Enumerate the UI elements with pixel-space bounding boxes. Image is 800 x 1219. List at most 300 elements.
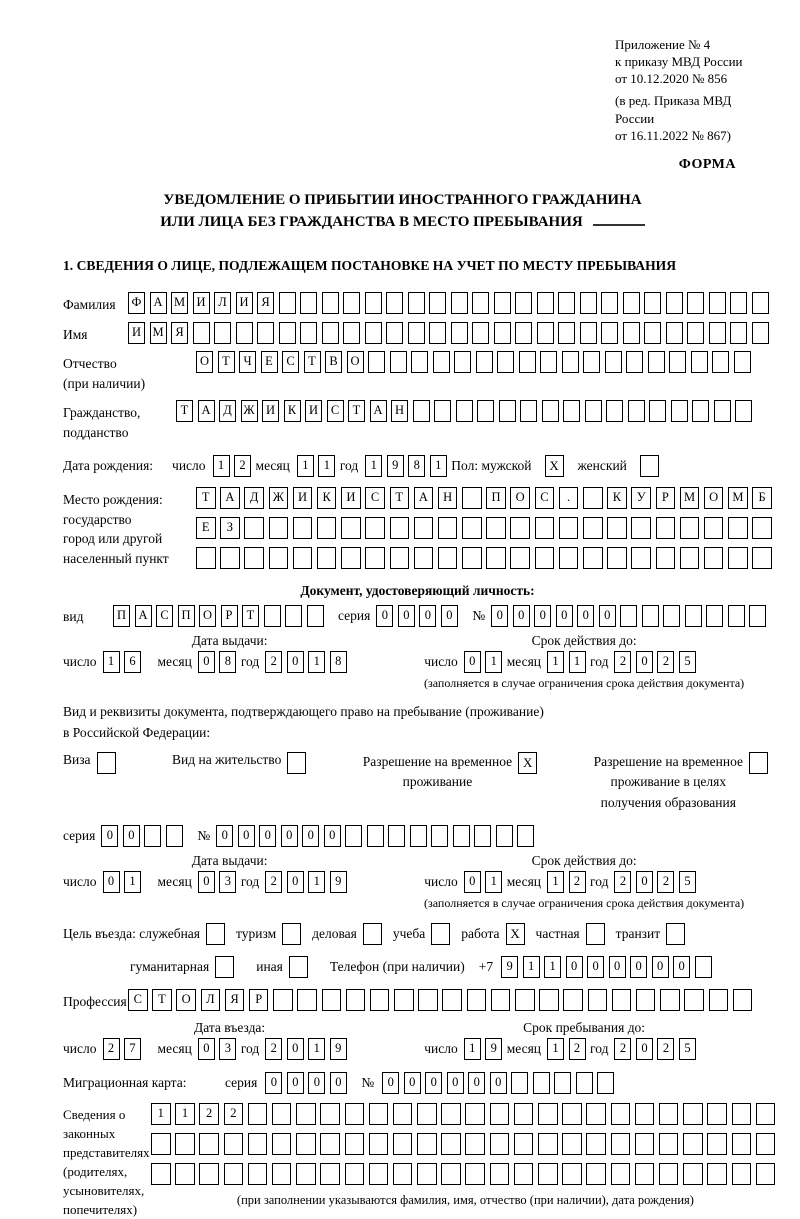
char-cell[interactable] <box>510 517 530 539</box>
char-cell[interactable]: 0 <box>404 1072 421 1094</box>
char-cell[interactable]: Т <box>390 487 410 509</box>
char-cell[interactable]: М <box>680 487 700 509</box>
char-cell[interactable]: Ч <box>239 351 256 373</box>
char-cell[interactable]: 0 <box>198 1038 215 1060</box>
char-cell[interactable] <box>537 292 554 314</box>
char-cell[interactable]: 2 <box>234 455 251 477</box>
char-cell[interactable]: О <box>510 487 530 509</box>
char-cell[interactable] <box>648 351 665 373</box>
char-cell[interactable]: 1 <box>213 455 230 477</box>
char-cell[interactable] <box>538 1103 558 1125</box>
char-cell[interactable] <box>533 1072 550 1094</box>
char-cell[interactable] <box>393 1133 413 1155</box>
char-cell[interactable] <box>515 322 532 344</box>
id-doc-kind-cells[interactable] <box>113 605 328 627</box>
char-cell[interactable]: 9 <box>485 1038 502 1060</box>
permit-number-cells[interactable] <box>216 825 539 847</box>
char-cell[interactable] <box>369 1103 389 1125</box>
char-cell[interactable]: Т <box>152 989 172 1011</box>
char-cell[interactable]: Р <box>221 605 238 627</box>
char-cell[interactable] <box>388 825 405 847</box>
char-cell[interactable] <box>607 517 627 539</box>
char-cell[interactable] <box>519 351 536 373</box>
char-cell[interactable] <box>296 1133 316 1155</box>
char-cell[interactable] <box>300 322 317 344</box>
char-cell[interactable] <box>576 1072 593 1094</box>
char-cell[interactable] <box>611 1163 631 1185</box>
char-cell[interactable] <box>756 1163 776 1185</box>
char-cell[interactable]: И <box>262 400 279 422</box>
patronymic-cells[interactable] <box>196 351 755 373</box>
char-cell[interactable]: Р <box>249 989 269 1011</box>
char-cell[interactable] <box>297 989 317 1011</box>
char-cell[interactable] <box>394 989 414 1011</box>
char-cell[interactable]: 0 <box>198 651 215 673</box>
char-cell[interactable] <box>490 1103 510 1125</box>
char-cell[interactable] <box>494 292 511 314</box>
char-cell[interactable] <box>417 1133 437 1155</box>
char-cell[interactable]: 1 <box>318 455 335 477</box>
char-cell[interactable]: 2 <box>657 651 674 673</box>
char-cell[interactable] <box>369 1163 389 1185</box>
char-cell[interactable] <box>756 1103 776 1125</box>
id-valid-month-cells[interactable] <box>547 651 590 673</box>
char-cell[interactable] <box>442 989 462 1011</box>
char-cell[interactable]: 5 <box>679 651 696 673</box>
char-cell[interactable] <box>462 487 482 509</box>
char-cell[interactable]: Д <box>219 400 236 422</box>
char-cell[interactable] <box>367 825 384 847</box>
char-cell[interactable] <box>451 322 468 344</box>
char-cell[interactable]: 0 <box>382 1072 399 1094</box>
permit-valid-year-cells[interactable] <box>614 871 700 893</box>
char-cell[interactable]: 0 <box>447 1072 464 1094</box>
char-cell[interactable]: 0 <box>376 605 393 627</box>
char-cell[interactable] <box>515 292 532 314</box>
permit-issue-year-cells[interactable] <box>265 871 351 893</box>
citizenship-cells[interactable] <box>176 400 757 422</box>
char-cell[interactable] <box>413 400 430 422</box>
char-cell[interactable]: 0 <box>419 605 436 627</box>
char-cell[interactable] <box>390 547 410 569</box>
char-cell[interactable]: 1 <box>430 455 447 477</box>
char-cell[interactable] <box>244 547 264 569</box>
char-cell[interactable] <box>486 517 506 539</box>
char-cell[interactable]: И <box>293 487 313 509</box>
char-cell[interactable] <box>474 825 491 847</box>
char-cell[interactable] <box>586 1103 606 1125</box>
permit-issue-month-cells[interactable] <box>198 871 241 893</box>
char-cell[interactable]: 0 <box>330 1072 347 1094</box>
char-cell[interactable] <box>583 351 600 373</box>
char-cell[interactable] <box>343 322 360 344</box>
char-cell[interactable]: 9 <box>330 1038 347 1060</box>
char-cell[interactable] <box>269 547 289 569</box>
char-cell[interactable]: 2 <box>657 871 674 893</box>
char-cell[interactable] <box>656 517 676 539</box>
char-cell[interactable] <box>346 989 366 1011</box>
char-cell[interactable] <box>687 292 704 314</box>
char-cell[interactable] <box>199 1133 219 1155</box>
char-cell[interactable] <box>709 989 729 1011</box>
char-cell[interactable] <box>704 517 724 539</box>
id-issue-month-cells[interactable] <box>198 651 241 673</box>
char-cell[interactable]: М <box>171 292 188 314</box>
char-cell[interactable] <box>343 292 360 314</box>
char-cell[interactable]: 0 <box>587 956 604 978</box>
char-cell[interactable]: 1 <box>547 1038 564 1060</box>
char-cell[interactable] <box>612 989 632 1011</box>
char-cell[interactable]: 1 <box>547 871 564 893</box>
id-doc-series-cells[interactable] <box>376 605 462 627</box>
char-cell[interactable] <box>224 1133 244 1155</box>
char-cell[interactable] <box>642 605 659 627</box>
char-cell[interactable] <box>175 1163 195 1185</box>
char-cell[interactable] <box>586 1133 606 1155</box>
char-cell[interactable]: 0 <box>324 825 341 847</box>
purpose-business-checkbox[interactable] <box>363 923 382 945</box>
permit-issue-day-cells[interactable] <box>103 871 146 893</box>
char-cell[interactable]: 1 <box>297 455 314 477</box>
char-cell[interactable]: 0 <box>673 956 690 978</box>
representatives-row1-cells[interactable] <box>151 1103 780 1125</box>
char-cell[interactable] <box>365 547 385 569</box>
char-cell[interactable] <box>418 989 438 1011</box>
char-cell[interactable]: 0 <box>287 1072 304 1094</box>
char-cell[interactable] <box>687 322 704 344</box>
char-cell[interactable]: 2 <box>657 1038 674 1060</box>
char-cell[interactable]: 0 <box>101 825 118 847</box>
char-cell[interactable] <box>196 547 216 569</box>
char-cell[interactable] <box>704 547 724 569</box>
char-cell[interactable] <box>709 292 726 314</box>
char-cell[interactable] <box>659 1133 679 1155</box>
sex-female-checkbox[interactable] <box>640 455 659 477</box>
char-cell[interactable] <box>441 1133 461 1155</box>
birth-place-row1-cells[interactable] <box>196 487 777 509</box>
permit-valid-month-cells[interactable] <box>547 871 590 893</box>
char-cell[interactable]: 0 <box>103 871 120 893</box>
char-cell[interactable]: 0 <box>398 605 415 627</box>
char-cell[interactable] <box>644 322 661 344</box>
char-cell[interactable] <box>559 517 579 539</box>
char-cell[interactable]: 0 <box>491 605 508 627</box>
sex-male-checkbox[interactable]: X <box>545 455 564 477</box>
char-cell[interactable]: С <box>128 989 148 1011</box>
char-cell[interactable]: С <box>365 487 385 509</box>
char-cell[interactable]: 1 <box>464 1038 481 1060</box>
char-cell[interactable]: Т <box>196 487 216 509</box>
char-cell[interactable] <box>244 517 264 539</box>
char-cell[interactable]: Д <box>244 487 264 509</box>
char-cell[interactable]: Ж <box>269 487 289 509</box>
char-cell[interactable]: П <box>113 605 130 627</box>
char-cell[interactable] <box>273 989 293 1011</box>
char-cell[interactable] <box>671 400 688 422</box>
char-cell[interactable] <box>656 547 676 569</box>
char-cell[interactable] <box>317 547 337 569</box>
char-cell[interactable] <box>220 547 240 569</box>
char-cell[interactable]: 0 <box>534 605 551 627</box>
char-cell[interactable] <box>345 825 362 847</box>
char-cell[interactable]: С <box>156 605 173 627</box>
char-cell[interactable] <box>386 322 403 344</box>
char-cell[interactable] <box>732 1163 752 1185</box>
char-cell[interactable]: Л <box>201 989 221 1011</box>
char-cell[interactable]: 0 <box>566 956 583 978</box>
char-cell[interactable] <box>563 989 583 1011</box>
char-cell[interactable] <box>434 400 451 422</box>
char-cell[interactable] <box>476 351 493 373</box>
char-cell[interactable]: 2 <box>199 1103 219 1125</box>
char-cell[interactable] <box>636 989 656 1011</box>
char-cell[interactable] <box>563 400 580 422</box>
char-cell[interactable]: 0 <box>636 1038 653 1060</box>
representatives-row2-cells[interactable] <box>151 1133 780 1155</box>
char-cell[interactable]: И <box>305 400 322 422</box>
char-cell[interactable] <box>562 1103 582 1125</box>
char-cell[interactable]: 1 <box>151 1103 171 1125</box>
char-cell[interactable]: О <box>176 989 196 1011</box>
entry-month-cells[interactable] <box>198 1038 241 1060</box>
char-cell[interactable] <box>585 400 602 422</box>
char-cell[interactable] <box>248 1163 268 1185</box>
char-cell[interactable] <box>438 517 458 539</box>
char-cell[interactable] <box>369 1133 389 1155</box>
purpose-humanitarian-checkbox[interactable] <box>215 956 234 978</box>
char-cell[interactable]: Т <box>348 400 365 422</box>
char-cell[interactable] <box>451 292 468 314</box>
phone-cells[interactable] <box>501 956 716 978</box>
char-cell[interactable]: 8 <box>408 455 425 477</box>
char-cell[interactable] <box>683 1103 703 1125</box>
char-cell[interactable] <box>628 400 645 422</box>
char-cell[interactable] <box>626 351 643 373</box>
char-cell[interactable] <box>666 322 683 344</box>
birth-place-row2-cells[interactable] <box>196 517 777 539</box>
char-cell[interactable]: И <box>236 292 253 314</box>
char-cell[interactable]: 5 <box>679 871 696 893</box>
char-cell[interactable] <box>199 1163 219 1185</box>
char-cell[interactable] <box>734 351 751 373</box>
char-cell[interactable] <box>520 400 537 422</box>
char-cell[interactable] <box>586 1163 606 1185</box>
char-cell[interactable]: И <box>193 292 210 314</box>
char-cell[interactable]: 2 <box>265 1038 282 1060</box>
char-cell[interactable]: А <box>135 605 152 627</box>
char-cell[interactable]: 0 <box>265 1072 282 1094</box>
char-cell[interactable] <box>293 517 313 539</box>
id-valid-year-cells[interactable] <box>614 651 700 673</box>
stay-day-cells[interactable] <box>464 1038 507 1060</box>
char-cell[interactable] <box>465 1103 485 1125</box>
char-cell[interactable] <box>683 1133 703 1155</box>
char-cell[interactable] <box>695 956 712 978</box>
char-cell[interactable] <box>631 547 651 569</box>
char-cell[interactable]: О <box>199 605 216 627</box>
char-cell[interactable]: 0 <box>441 605 458 627</box>
purpose-private-checkbox[interactable] <box>586 923 605 945</box>
char-cell[interactable] <box>408 322 425 344</box>
char-cell[interactable] <box>496 825 513 847</box>
char-cell[interactable]: 0 <box>468 1072 485 1094</box>
char-cell[interactable] <box>706 605 723 627</box>
char-cell[interactable] <box>486 547 506 569</box>
char-cell[interactable]: 0 <box>636 651 653 673</box>
char-cell[interactable] <box>465 1163 485 1185</box>
purpose-other-checkbox[interactable] <box>289 956 308 978</box>
char-cell[interactable]: К <box>607 487 627 509</box>
char-cell[interactable] <box>285 605 302 627</box>
char-cell[interactable]: 2 <box>614 1038 631 1060</box>
char-cell[interactable] <box>562 1163 582 1185</box>
char-cell[interactable]: Т <box>304 351 321 373</box>
char-cell[interactable] <box>580 292 597 314</box>
char-cell[interactable] <box>453 825 470 847</box>
char-cell[interactable]: 2 <box>265 871 282 893</box>
char-cell[interactable] <box>441 1163 461 1185</box>
char-cell[interactable]: А <box>370 400 387 422</box>
char-cell[interactable] <box>320 1163 340 1185</box>
char-cell[interactable] <box>511 1072 528 1094</box>
char-cell[interactable]: 0 <box>238 825 255 847</box>
char-cell[interactable]: 3 <box>219 1038 236 1060</box>
char-cell[interactable] <box>707 1163 727 1185</box>
char-cell[interactable] <box>429 322 446 344</box>
char-cell[interactable]: 2 <box>265 651 282 673</box>
char-cell[interactable]: 8 <box>219 651 236 673</box>
char-cell[interactable] <box>465 1133 485 1155</box>
char-cell[interactable] <box>623 322 640 344</box>
char-cell[interactable] <box>414 547 434 569</box>
char-cell[interactable] <box>558 322 575 344</box>
char-cell[interactable] <box>408 292 425 314</box>
char-cell[interactable] <box>542 400 559 422</box>
char-cell[interactable]: 0 <box>513 605 530 627</box>
char-cell[interactable] <box>623 292 640 314</box>
char-cell[interactable]: . <box>559 487 579 509</box>
purpose-work-checkbox[interactable]: X <box>506 923 525 945</box>
char-cell[interactable] <box>414 517 434 539</box>
purpose-official-checkbox[interactable] <box>206 923 225 945</box>
char-cell[interactable] <box>345 1133 365 1155</box>
purpose-tourism-checkbox[interactable] <box>282 923 301 945</box>
entry-year-cells[interactable] <box>265 1038 351 1060</box>
char-cell[interactable]: 0 <box>490 1072 507 1094</box>
char-cell[interactable] <box>269 517 289 539</box>
char-cell[interactable]: П <box>486 487 506 509</box>
char-cell[interactable] <box>714 400 731 422</box>
char-cell[interactable]: 0 <box>599 605 616 627</box>
char-cell[interactable]: О <box>704 487 724 509</box>
char-cell[interactable] <box>175 1133 195 1155</box>
birth-month-cells[interactable] <box>297 455 340 477</box>
purpose-study-checkbox[interactable] <box>431 923 450 945</box>
char-cell[interactable]: 1 <box>308 871 325 893</box>
char-cell[interactable] <box>605 351 622 373</box>
char-cell[interactable] <box>558 292 575 314</box>
representatives-row3-cells[interactable] <box>151 1163 780 1185</box>
char-cell[interactable] <box>264 605 281 627</box>
char-cell[interactable] <box>644 292 661 314</box>
char-cell[interactable]: Е <box>261 351 278 373</box>
char-cell[interactable]: 8 <box>330 651 347 673</box>
char-cell[interactable] <box>365 292 382 314</box>
char-cell[interactable] <box>707 1103 727 1125</box>
char-cell[interactable] <box>341 547 361 569</box>
char-cell[interactable] <box>510 547 530 569</box>
char-cell[interactable] <box>514 1163 534 1185</box>
char-cell[interactable]: 7 <box>124 1038 141 1060</box>
char-cell[interactable] <box>756 1133 776 1155</box>
char-cell[interactable] <box>712 351 729 373</box>
char-cell[interactable] <box>728 547 748 569</box>
char-cell[interactable] <box>390 351 407 373</box>
char-cell[interactable] <box>214 322 231 344</box>
char-cell[interactable]: 0 <box>198 871 215 893</box>
id-issue-year-cells[interactable] <box>265 651 351 673</box>
char-cell[interactable] <box>535 517 555 539</box>
char-cell[interactable] <box>749 605 766 627</box>
char-cell[interactable]: 0 <box>630 956 647 978</box>
char-cell[interactable]: В <box>325 351 342 373</box>
mig-series-cells[interactable] <box>265 1072 351 1094</box>
char-cell[interactable] <box>393 1103 413 1125</box>
char-cell[interactable]: З <box>220 517 240 539</box>
char-cell[interactable] <box>683 1163 703 1185</box>
char-cell[interactable] <box>692 400 709 422</box>
char-cell[interactable]: Н <box>391 400 408 422</box>
char-cell[interactable]: 0 <box>556 605 573 627</box>
char-cell[interactable] <box>732 1133 752 1155</box>
char-cell[interactable]: 2 <box>614 871 631 893</box>
char-cell[interactable] <box>649 400 666 422</box>
char-cell[interactable] <box>296 1103 316 1125</box>
char-cell[interactable] <box>193 322 210 344</box>
char-cell[interactable]: 0 <box>425 1072 442 1094</box>
char-cell[interactable] <box>462 547 482 569</box>
char-cell[interactable] <box>322 292 339 314</box>
char-cell[interactable] <box>540 351 557 373</box>
char-cell[interactable]: 0 <box>287 651 304 673</box>
char-cell[interactable] <box>538 1163 558 1185</box>
char-cell[interactable] <box>620 605 637 627</box>
char-cell[interactable] <box>515 989 535 1011</box>
char-cell[interactable] <box>272 1103 292 1125</box>
char-cell[interactable]: К <box>284 400 301 422</box>
char-cell[interactable] <box>279 292 296 314</box>
char-cell[interactable] <box>659 1163 679 1185</box>
id-doc-number-cells[interactable] <box>491 605 771 627</box>
char-cell[interactable] <box>606 400 623 422</box>
char-cell[interactable] <box>499 400 516 422</box>
id-valid-day-cells[interactable] <box>464 651 507 673</box>
char-cell[interactable] <box>490 1133 510 1155</box>
char-cell[interactable] <box>365 322 382 344</box>
char-cell[interactable]: Н <box>438 487 458 509</box>
char-cell[interactable] <box>490 1163 510 1185</box>
char-cell[interactable] <box>410 825 427 847</box>
char-cell[interactable]: Я <box>171 322 188 344</box>
char-cell[interactable] <box>248 1133 268 1155</box>
char-cell[interactable]: 2 <box>569 871 586 893</box>
char-cell[interactable] <box>317 517 337 539</box>
char-cell[interactable] <box>562 1133 582 1155</box>
char-cell[interactable] <box>370 989 390 1011</box>
char-cell[interactable]: К <box>317 487 337 509</box>
char-cell[interactable]: 1 <box>544 956 561 978</box>
char-cell[interactable]: И <box>128 322 145 344</box>
